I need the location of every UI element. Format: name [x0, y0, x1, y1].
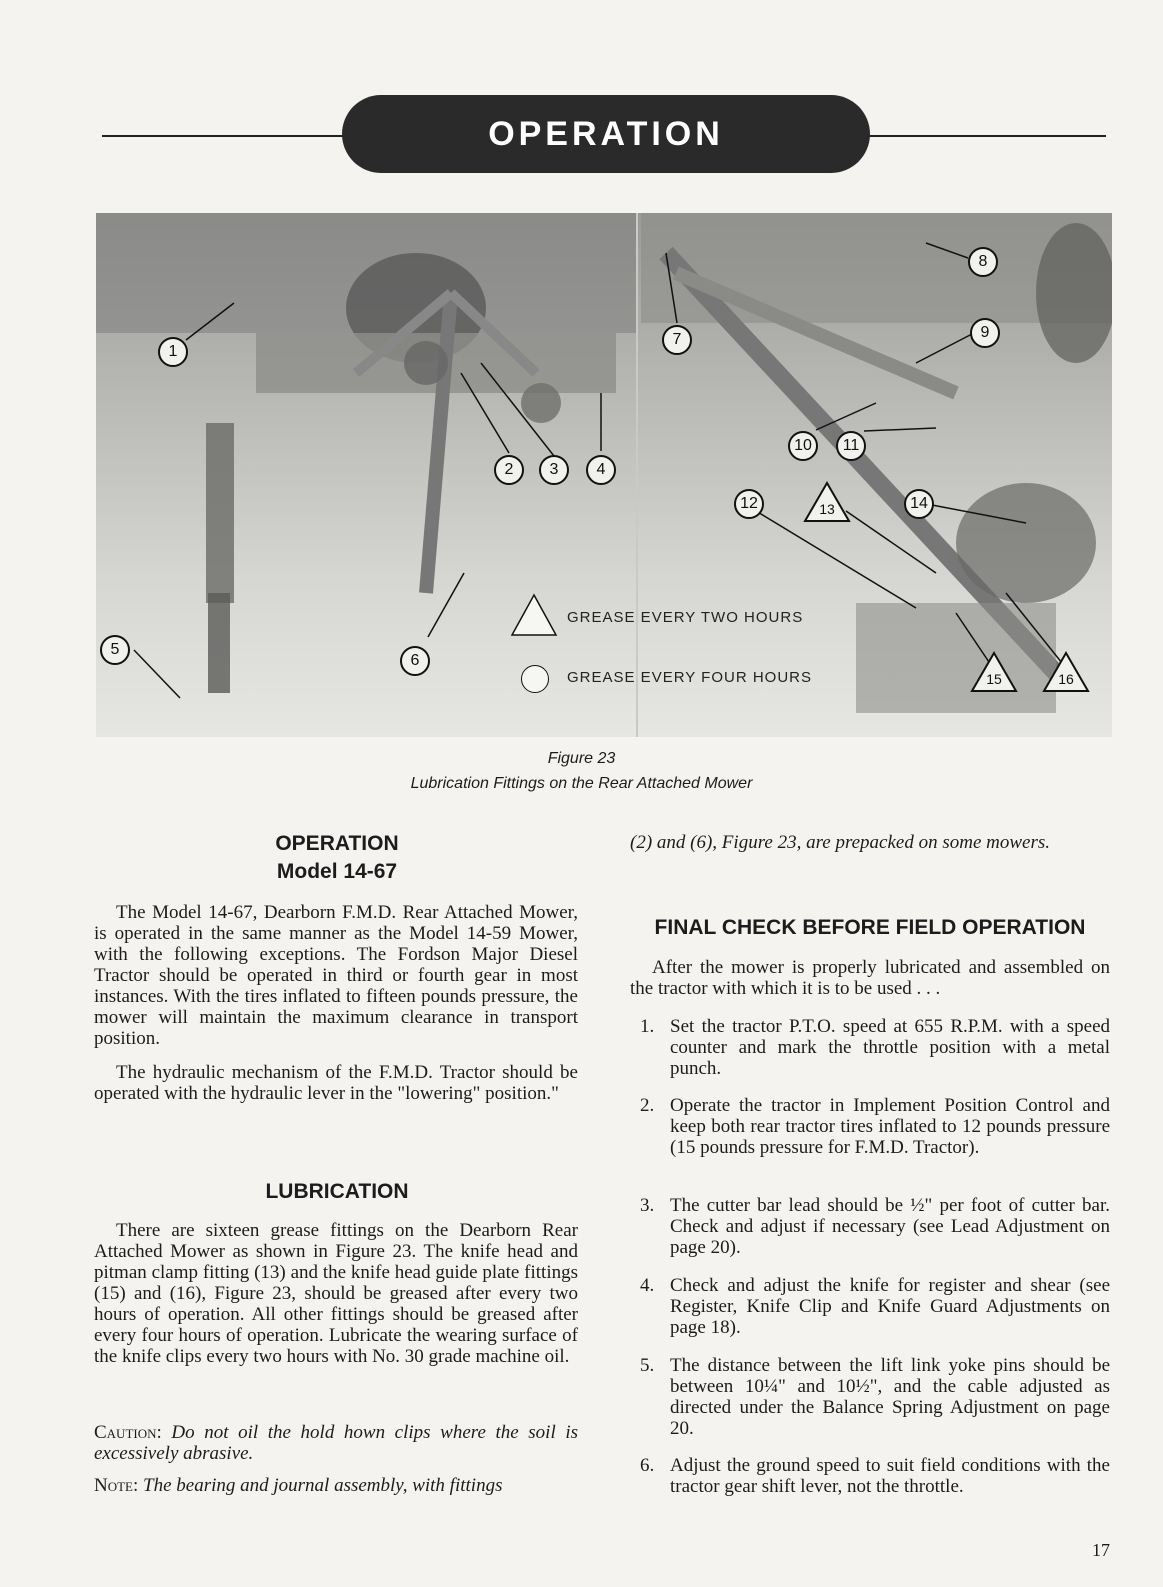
callout-1: 1 [158, 337, 188, 367]
callout-10: 10 [788, 431, 818, 461]
final-check-heading: FINAL CHECK BEFORE FIELD OPERATION [654, 916, 1086, 939]
caution-paragraph [94, 1422, 578, 1464]
callout-8: 8 [968, 247, 998, 277]
hydraulic-paragraph: The hydraulic mechanism of the F.M.D. Tractor should be operated with the hydraulic lever in the "lowering" position." [94, 1062, 578, 1104]
callout-13: 13 [803, 481, 851, 523]
model-heading: Model 14-67 [276, 860, 398, 883]
legend-triangle-icon [510, 593, 558, 637]
page-title: OPERATION [342, 95, 870, 173]
header-rule-right [862, 135, 1106, 137]
lubrication-paragraph: There are sixteen grease fittings on the Dearborn Rear Attached Mower as shown in Figure 23. The knife head and pitman clamp fitting (13) and the knife head guide plate fittings (15) and (16), Figure 23, should be greased after every two hours of operation. All other fittings should be greased after every four hours of operation. Lubricate the wearing surface of the knife clips every two hours with No. 30 grade machine oil. [94, 1220, 578, 1367]
callout-7: 7 [662, 325, 692, 355]
page-number: 17 [1092, 1540, 1110, 1560]
figure-caption: Lubrication Fittings on the Rear Attached Mower [410, 775, 753, 792]
callout-15: 15 [970, 651, 1018, 693]
callout-11: 11 [836, 431, 866, 461]
note-paragraph [94, 1475, 578, 1496]
photo-divider [636, 213, 638, 737]
callout-16: 16 [1042, 651, 1090, 693]
legend-circle-icon [521, 665, 549, 693]
legend-two-hours: GREASE EVERY TWO HOURS [567, 609, 804, 626]
figure-photo [96, 213, 1112, 737]
figure-number: Figure 23 [547, 750, 616, 767]
caution-text: Do not oil the hold hown clips where the soil is excessively abrasive. [94, 1422, 579, 1464]
callout-9: 9 [970, 318, 1000, 348]
operation-paragraph: The Model 14-67, Dearborn F.M.D. Rear Attached Mower, is operated in the same manner as the Model 14-59 Mower, with the following exceptions. The Fordson Major Diesel Tractor should be operated in third or fourth gear in most instances. With the tires inflated to fifteen pounds pressure, the mower will maintain the maximum clearance in transport position. [94, 902, 578, 1049]
callout-2: 2 [494, 455, 524, 485]
callout-14: 14 [904, 489, 934, 519]
final-check-intro: After the mower is properly lubricated and assembled on the tractor with which it is to be used . . . [630, 957, 1110, 999]
legend-four-hours: GREASE EVERY FOUR HOURS [567, 669, 812, 686]
note-label: Note: [94, 1475, 139, 1496]
header-rule-left [102, 135, 352, 137]
callout-6: 6 [400, 646, 430, 676]
caution-label: Caution: [94, 1422, 162, 1443]
callout-4: 4 [586, 455, 616, 485]
lubrication-heading: LUBRICATION [265, 1180, 409, 1203]
note-continued: (2) and (6), Figure 23, are prepacked on some mowers. [630, 832, 1051, 853]
callout-5: 5 [100, 635, 130, 665]
callout-12: 12 [734, 489, 764, 519]
operation-heading: OPERATION [275, 832, 399, 855]
callout-3: 3 [539, 455, 569, 485]
note-text: The bearing and journal assembly, with fittings [143, 1475, 503, 1496]
